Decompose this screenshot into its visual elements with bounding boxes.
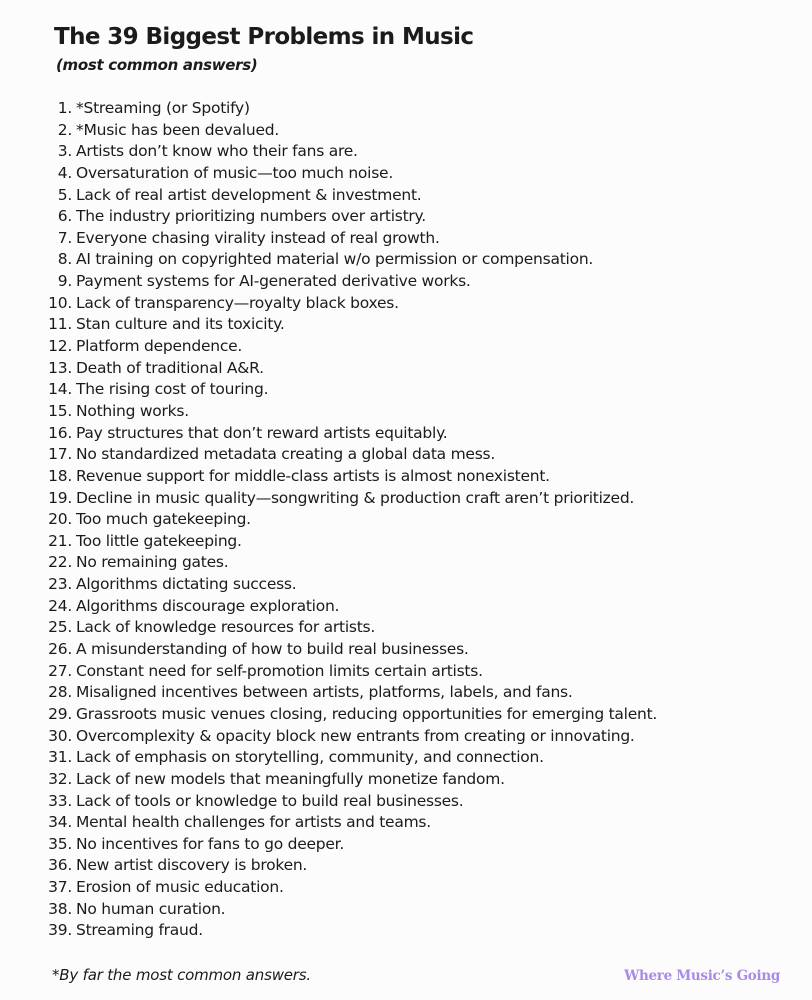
list-item-text: Lack of knowledge resources for artists.: [76, 618, 376, 637]
list-item-number: 36.: [48, 856, 72, 875]
list-item-number: 30.: [48, 726, 72, 745]
list-item-number: 11.: [48, 315, 72, 334]
list-item-text: No incentives for fans to go deeper.: [76, 834, 345, 853]
list-item-text: A misunderstanding of how to build real businesses.: [76, 640, 469, 659]
list-item: [40, 466, 657, 488]
list-item-number: 39.: [48, 921, 72, 940]
list-item: [40, 899, 657, 921]
page-subtitle: (most common answers): [56, 56, 258, 74]
list-item-number: 17.: [48, 445, 72, 464]
list-item: [40, 314, 657, 336]
list-item: [40, 769, 657, 791]
list-item-text: Mental health challenges for artists and teams.: [76, 813, 431, 832]
list-item-text: Lack of emphasis on storytelling, community, and connection.: [76, 748, 544, 767]
list-item-text: Revenue support for middle-class artists is almost nonexistent.: [76, 466, 550, 485]
list-item: [40, 206, 657, 228]
list-item-text: Lack of real artist development & investment.: [76, 185, 422, 204]
list-item-number: 24.: [48, 596, 72, 615]
list-item-text: Algorithms discourage exploration.: [76, 596, 340, 615]
list-item-text: Payment systems for AI-generated derivative works.: [76, 272, 471, 291]
list-item: [40, 531, 657, 553]
list-item-number: 12.: [48, 337, 72, 356]
list-item-text: Artists don’t know who their fans are.: [76, 142, 358, 161]
list-item-number: 32.: [48, 769, 72, 788]
list-item-text: Grassroots music venues closing, reducing opportunities for emerging talent.: [76, 704, 658, 723]
problem-list: [40, 98, 657, 942]
list-item-number: 1.: [57, 99, 72, 117]
page-title: The 39 Biggest Problems in Music: [54, 24, 474, 50]
list-item: [40, 574, 657, 596]
list-item-number: 7.: [57, 228, 72, 247]
list-item: [40, 596, 657, 618]
list-item-text: Nothing works.: [76, 401, 189, 420]
list-item: [40, 423, 657, 445]
list-item-text: Too much gatekeeping.: [76, 510, 251, 529]
list-item-number: 26.: [48, 640, 72, 659]
list-item-text: Constant need for self-promotion limits certain artists.: [76, 661, 483, 680]
list-item: [40, 185, 657, 207]
list-item: [40, 812, 657, 834]
list-item-number: 14.: [48, 380, 72, 399]
list-item: [40, 920, 657, 942]
list-item-number: 38.: [48, 899, 72, 918]
list-item-number: 5.: [57, 185, 72, 204]
list-item: [40, 661, 657, 683]
list-item: [40, 855, 657, 877]
list-item-number: 4.: [57, 163, 72, 182]
list-item: [40, 120, 657, 142]
list-item: [40, 509, 657, 531]
list-item: [40, 834, 657, 856]
list-item: [40, 163, 657, 185]
list-item: [40, 293, 657, 315]
list-item-number: 10.: [48, 293, 72, 312]
list-item: [40, 358, 657, 380]
list-item-number: 6.: [57, 207, 72, 226]
list-item: [40, 552, 657, 574]
list-item: [40, 791, 657, 813]
list-item: [40, 747, 657, 769]
list-item: [40, 249, 657, 271]
list-item-text: No remaining gates.: [76, 553, 229, 572]
list-item-number: 34.: [48, 813, 72, 832]
brand-logo: Where Music’s Going: [624, 968, 780, 984]
list-item-text: Lack of transparency—royalty black boxes.: [76, 293, 399, 312]
list-item-text: *Music has been devalued.: [76, 120, 279, 139]
list-item-text: Pay structures that don’t reward artists equitably.: [76, 423, 448, 442]
list-item-number: 3.: [57, 142, 72, 161]
list-item-text: Oversaturation of music—too much noise.: [76, 163, 394, 182]
list-item-number: 37.: [48, 878, 72, 897]
list-item-text: The industry prioritizing numbers over artistry.: [76, 207, 426, 226]
list-item-number: 35.: [48, 834, 72, 853]
list-item-text: Decline in music quality—songwriting & production craft aren’t prioritized.: [76, 488, 635, 507]
list-item: [40, 444, 657, 466]
list-item-text: Streaming fraud.: [76, 921, 203, 940]
list-item-number: 27.: [48, 661, 72, 680]
list-item-number: 16.: [48, 423, 72, 442]
list-item: [40, 401, 657, 423]
list-item: [40, 336, 657, 358]
list-item: [40, 228, 657, 250]
list-item: [40, 98, 657, 120]
list-item-text: Death of traditional A&R.: [76, 358, 264, 377]
list-item-text: No human curation.: [76, 899, 226, 918]
list-item-text: New artist discovery is broken.: [76, 856, 308, 875]
list-item-text: Algorithms dictating success.: [76, 575, 297, 594]
list-item-number: 20.: [48, 510, 72, 529]
list-item: [40, 141, 657, 163]
list-item-text: Stan culture and its toxicity.: [76, 315, 285, 334]
list-item-number: 25.: [48, 618, 72, 637]
list-item-text: Overcomplexity & opacity block new entrants from creating or innovating.: [76, 726, 635, 745]
list-item: [40, 639, 657, 661]
list-item-number: 13.: [48, 358, 72, 377]
list-item-number: 31.: [48, 748, 72, 767]
list-item: [40, 488, 657, 510]
list-item-text: Platform dependence.: [76, 337, 243, 356]
footnote: *By far the most common answers.: [52, 966, 311, 984]
list-item-number: 15.: [48, 401, 72, 420]
list-item-text: Everyone chasing virality instead of real growth.: [76, 228, 440, 247]
list-item-number: 19.: [48, 488, 72, 507]
list-item-text: Misaligned incentives between artists, platforms, labels, and fans.: [76, 683, 573, 702]
list-item-number: 22.: [48, 553, 72, 572]
list-item: [40, 704, 657, 726]
list-item-number: 18.: [48, 466, 72, 485]
list-item-text: Too little gatekeeping.: [76, 531, 242, 550]
list-item-number: 23.: [48, 575, 72, 594]
list-item: [40, 617, 657, 639]
list-item: [40, 271, 657, 293]
list-item-number: 28.: [48, 683, 72, 702]
list-item-text: Erosion of music education.: [76, 878, 284, 897]
list-item: [40, 877, 657, 899]
list-item-text: Lack of new models that meaningfully monetize fandom.: [76, 769, 505, 788]
list-item-number: 29.: [48, 704, 72, 723]
list-item-number: 9.: [57, 272, 72, 291]
list-item-text: *Streaming (or Spotify): [76, 99, 250, 117]
list-item-text: No standardized metadata creating a global data mess.: [76, 445, 496, 464]
list-item: [40, 726, 657, 748]
list-item-number: 33.: [48, 791, 72, 810]
list-item: [40, 682, 657, 704]
list-item-number: 21.: [48, 531, 72, 550]
list-item-text: Lack of tools or knowledge to build real businesses.: [76, 791, 464, 810]
list-item-number: 8.: [57, 250, 72, 269]
list-item-text: The rising cost of touring.: [76, 380, 269, 399]
list-item: [40, 379, 657, 401]
list-item-text: AI training on copyrighted material w/o permission or compensation.: [76, 250, 594, 269]
list-item-number: 2.: [57, 120, 72, 139]
